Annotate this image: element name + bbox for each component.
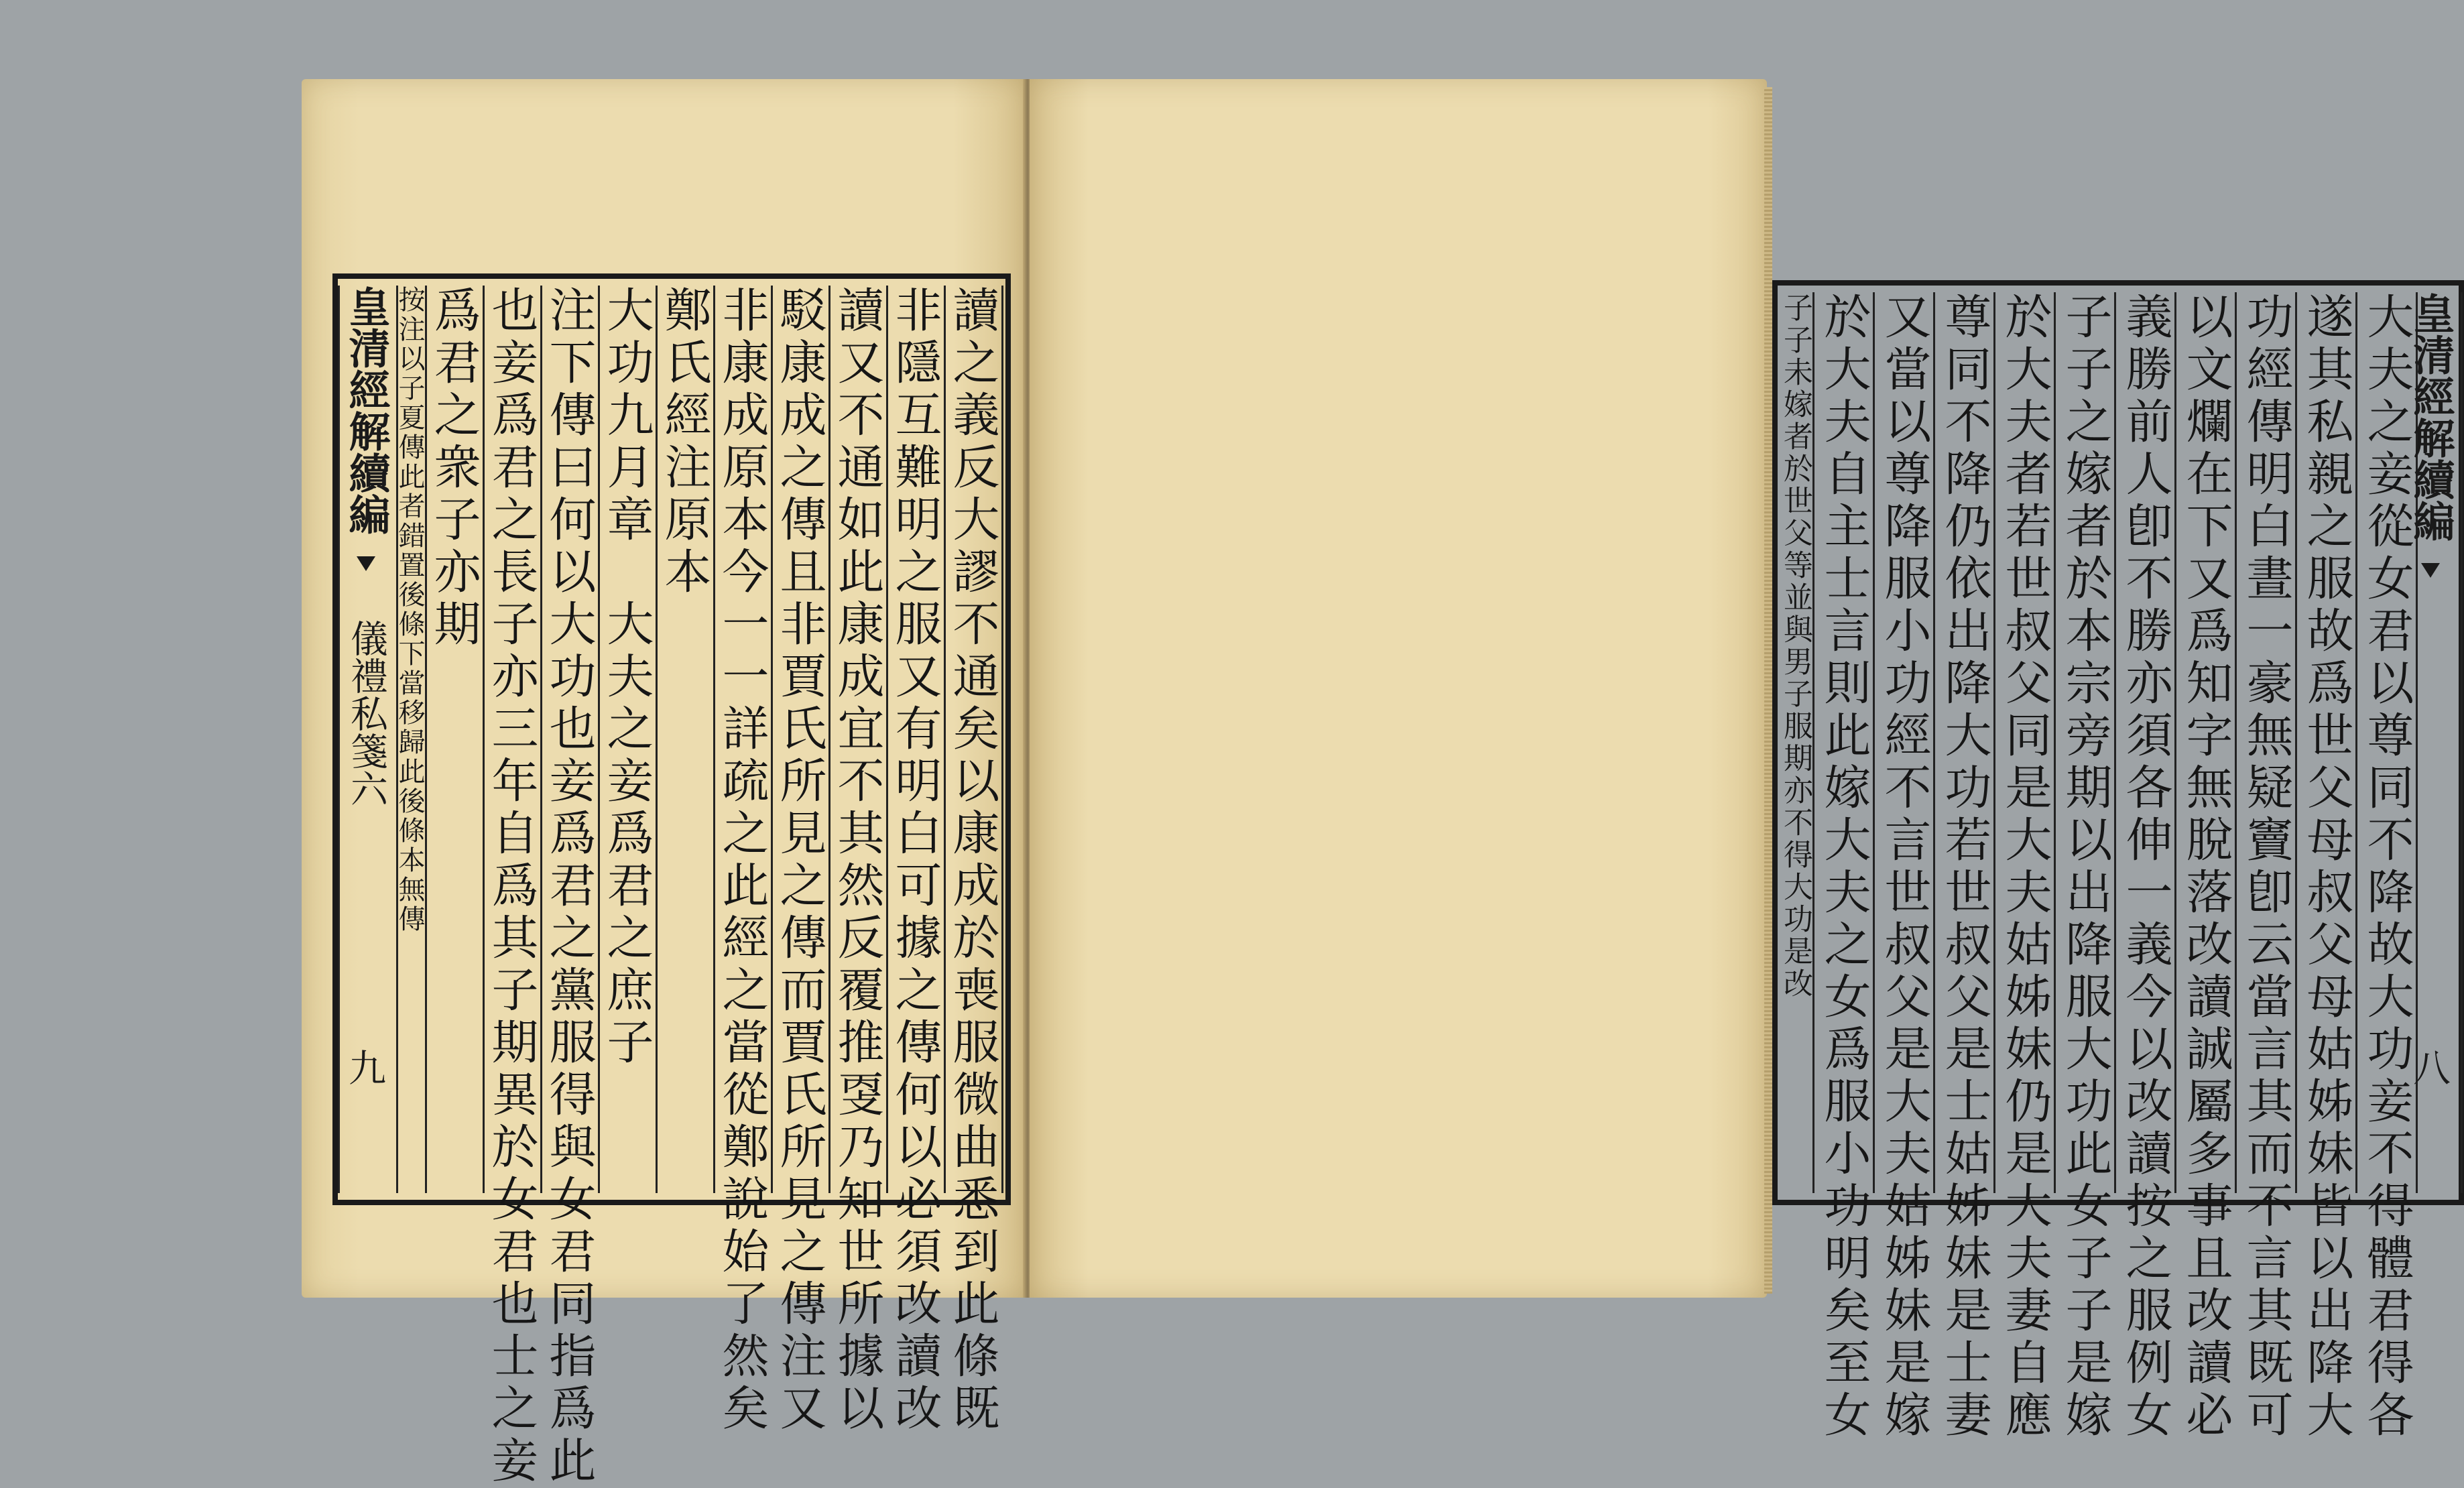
text-column: 非隱互難明之服又有明白可據之傳何以必須改讀改 (886, 286, 946, 1193)
text-column: 爲君之衆子亦期 (425, 286, 485, 1193)
text-column: 按注以子夏傳此者錯置後條下當移歸此後條本無傳 (394, 286, 427, 1193)
text-column: 遂其私親之服故爲世父母叔父母姑姊妹皆以出降大 (2295, 292, 2357, 1193)
left-page (302, 79, 1026, 1488)
text-column: 讀之義反大謬不通矣以康成於喪服微曲悉到此條既 (944, 286, 1003, 1193)
text-column: 注下傳曰何以大功也妾爲君之黨服得與女君同指爲此 (540, 286, 600, 1193)
text-column: 非康成原本今一一詳疏之此經之當從鄭說始了然矣 (713, 286, 773, 1193)
text-column: 駁康成之傳且非賈氏所見之傳而賈氏所見之傳注又 (771, 286, 830, 1193)
text-column: 義勝前人卽不勝亦須各伸一義今以改讀按之服例女 (2114, 292, 2176, 1193)
text-column: 大功九月章 大夫之妾爲君之庶子 (598, 286, 658, 1193)
left-page-folio: 九 (343, 1048, 386, 1086)
text-column: 又當以尊降服小功經不言世叔父是大夫姑姊妹是嫁 (1873, 292, 1935, 1193)
left-page-frame (332, 273, 1011, 1488)
text-column: 讀又不通如此康成宜不其然反覆推㪅乃知世所據以 (828, 286, 888, 1193)
text-column: 大夫之妾從女君以尊同不降故大功妾不得體君得各 (2355, 292, 2418, 1193)
right-banxin-title: 皇清經解續編 (2406, 292, 2455, 542)
text-column: 於大夫自主士言則此嫁大夫之女爲服小功明矣至女 (1812, 292, 1875, 1193)
text-column: 也妾爲君之長子亦三年自爲其子期異於女君也士之妾 (483, 286, 542, 1193)
text-column: 尊同不降仍依出降大功若世叔父是士姑姊妹是士妻 (1933, 292, 1995, 1193)
right-page (1030, 79, 2455, 1442)
left-banxin-subtitle: 儀禮私箋六 (345, 619, 388, 807)
text-column: 子子之嫁者於本宗旁期以出降服大功此女子子是嫁 (2054, 292, 2116, 1193)
right-banxin (2406, 292, 2463, 1193)
text-column: 鄭氏經注原本 (656, 286, 715, 1193)
right-page-frame (1772, 280, 2464, 1442)
fish-tail-mark-icon (357, 556, 375, 571)
page-edge-stack (1764, 87, 1772, 1294)
text-column: 於大夫者若世叔父同是大夫姑姊妹仍是大夫妻自應 (1993, 292, 2056, 1193)
text-column: 以文爛在下又爲知字無脫落改讀誠屬多事且改讀必 (2174, 292, 2237, 1193)
right-page-folio: 八 (2407, 1048, 2451, 1086)
text-column: 功經傳明白晝一豪無疑竇卽云當言其而不言其既可 (2235, 292, 2297, 1193)
open-book (302, 79, 2455, 1488)
text-column: 子子未嫁者於世父等並與男子服期亦不得大功是改 (1778, 292, 1814, 1193)
fish-tail-mark-icon (2421, 563, 2440, 578)
left-banxin (338, 286, 398, 1193)
left-banxin-title: 皇清經解續編 (342, 286, 391, 535)
